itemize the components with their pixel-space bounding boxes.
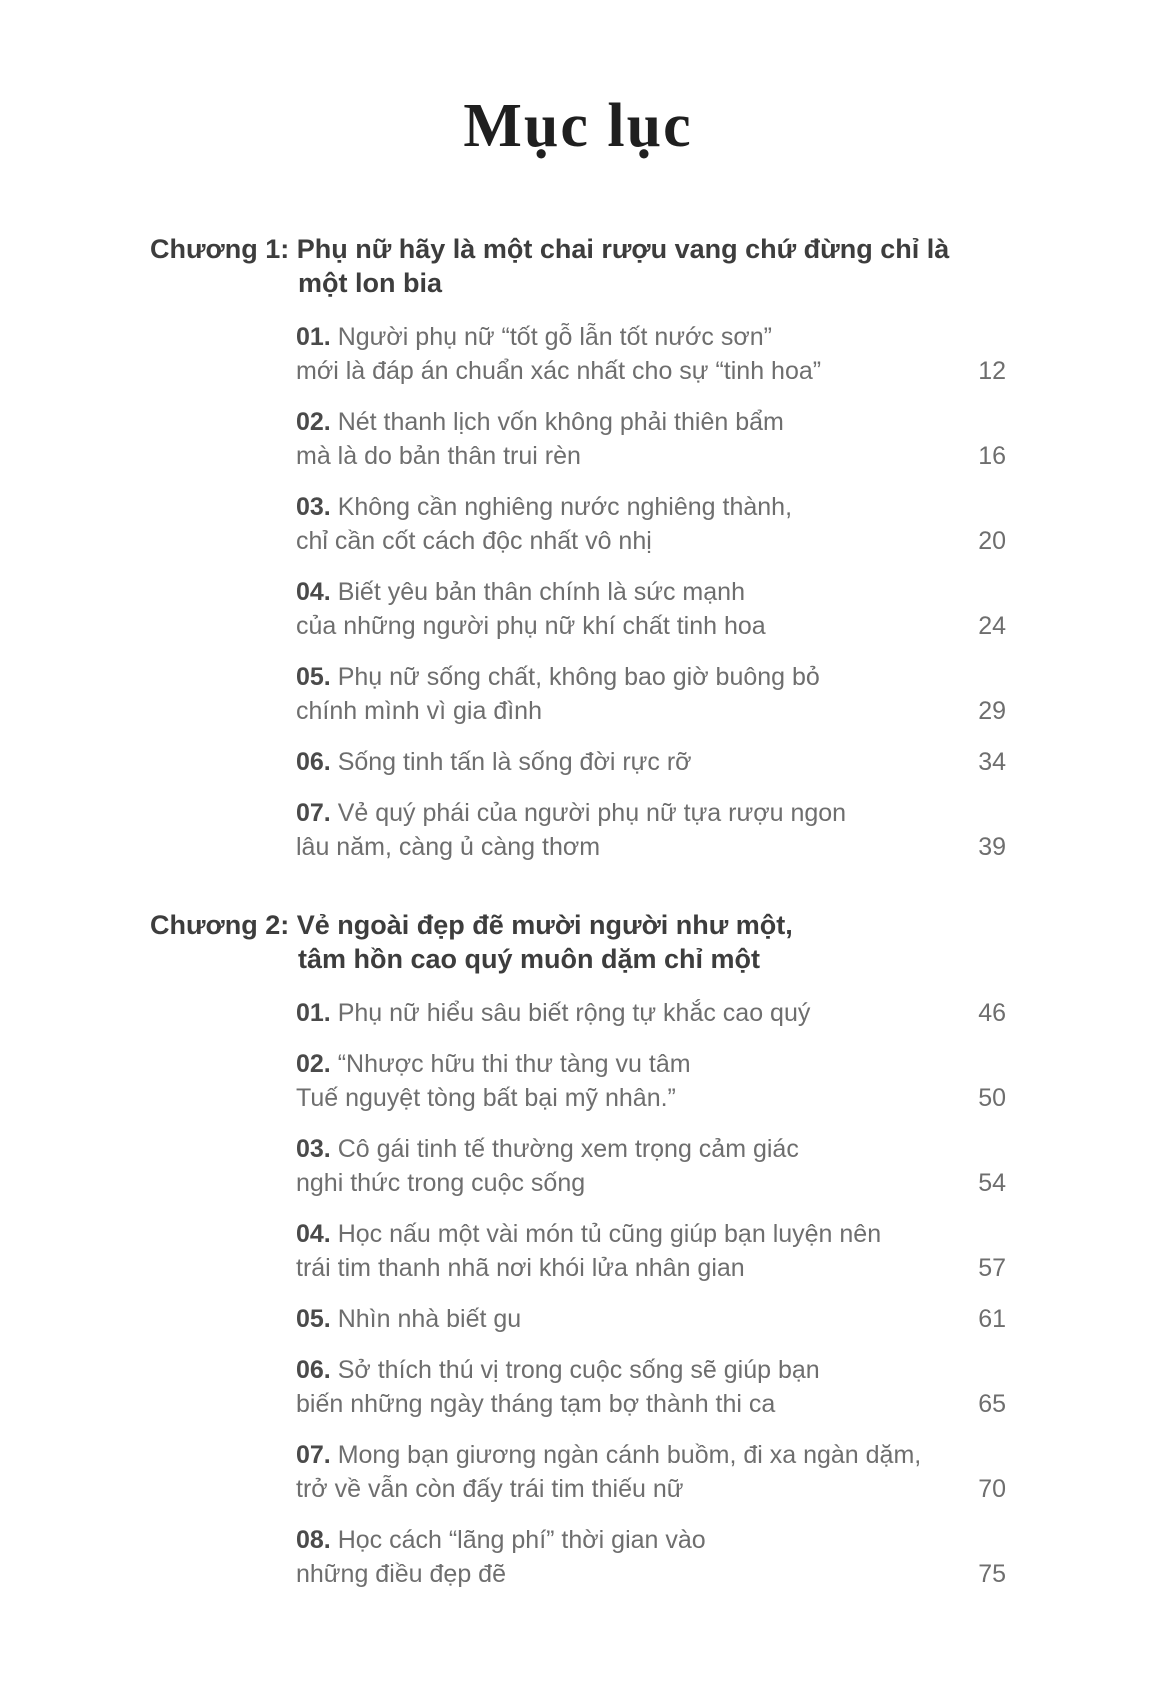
toc-entry (296, 490, 1006, 558)
entry-line: 03. Cô gái tinh tế thường xem trọng cảm giác (296, 1135, 799, 1164)
entry-line: chính mình vì gia đình (296, 697, 542, 726)
entry-number: 02. (296, 408, 338, 437)
entry-page-number: 24 (978, 612, 1006, 641)
entry-line: mới là đáp án chuẩn xác nhất cho sự “tinh hoa” (296, 357, 822, 386)
toc-entry (296, 1523, 1006, 1591)
toc-entry (296, 1438, 1006, 1506)
toc-entry (296, 320, 1006, 388)
entry-text (296, 1217, 958, 1285)
entry-text (296, 1047, 958, 1115)
chapter-heading-line: Chương 1: Phụ nữ hãy là một chai rượu vang chứ đừng chỉ là (150, 234, 950, 265)
entry-number: 08. (296, 1526, 338, 1555)
entry-line: trở về vẫn còn đấy trái tim thiếu nữ (296, 1475, 684, 1504)
entry-page-number: 70 (978, 1475, 1006, 1504)
entry-page-number: 75 (978, 1560, 1006, 1589)
entry-text (296, 1523, 958, 1591)
entry-text (296, 1302, 958, 1336)
toc-entry (296, 745, 1006, 779)
entry-number: 04. (296, 578, 338, 607)
entry-line: 07. Vẻ quý phái của người phụ nữ tựa rượu ngon (296, 799, 847, 828)
entry-page-number: 50 (978, 1084, 1006, 1113)
entry-line: lâu năm, càng ủ càng thơm (296, 833, 601, 862)
toc-entry (296, 796, 1006, 864)
chapter-heading (150, 908, 1006, 976)
entry-number: 01. (296, 999, 338, 1028)
chapter-entries (150, 996, 1006, 1591)
entry-line: 05. Nhìn nhà biết gu (296, 1305, 522, 1334)
entry-number: 06. (296, 748, 338, 777)
entry-number: 05. (296, 1305, 338, 1334)
toc-entry (296, 996, 1006, 1030)
chapters-container (150, 232, 1006, 1591)
page-title: Mục lục (463, 92, 693, 160)
entry-line: 01. Người phụ nữ “tốt gỗ lẫn tốt nước sơn” (296, 323, 773, 352)
entry-line: 07. Mong bạn giương ngàn cánh buồm, đi xa ngàn dặm, (296, 1441, 922, 1470)
chapter-section-1 (150, 232, 1006, 864)
entry-number: 05. (296, 663, 338, 692)
entry-number: 03. (296, 1135, 338, 1164)
entry-line: những điều đẹp đẽ (296, 1560, 506, 1589)
chapter-section-2 (150, 908, 1006, 1591)
toc-entry (296, 405, 1006, 473)
entry-page-number: 57 (978, 1254, 1006, 1283)
entry-text (296, 1438, 958, 1506)
entry-number: 02. (296, 1050, 338, 1079)
entry-text (296, 1353, 958, 1421)
entry-number: 07. (296, 1441, 338, 1470)
entry-line: mà là do bản thân trui rèn (296, 442, 581, 471)
entry-line: 02. Nét thanh lịch vốn không phải thiên bẩm (296, 408, 784, 437)
entry-page-number: 54 (978, 1169, 1006, 1198)
entry-page-number: 16 (978, 442, 1006, 471)
entry-number: 01. (296, 323, 338, 352)
entry-line: 06. Sống tinh tấn là sống đời rực rỡ (296, 748, 692, 777)
entry-page-number: 39 (978, 833, 1006, 862)
entry-line: 04. Học nấu một vài món tủ cũng giúp bạn luyện nên (296, 1220, 882, 1249)
entry-line: 08. Học cách “lãng phí” thời gian vào (296, 1526, 706, 1555)
entry-number: 04. (296, 1220, 338, 1249)
entry-text (296, 796, 958, 864)
chapter-heading (150, 232, 1006, 300)
toc-entry (296, 575, 1006, 643)
entry-text (296, 996, 958, 1030)
toc-entry (296, 1302, 1006, 1336)
entry-page-number: 29 (978, 697, 1006, 726)
entry-text (296, 745, 958, 779)
entry-page-number: 34 (978, 748, 1006, 777)
entry-page-number: 46 (978, 999, 1006, 1028)
entry-text (296, 660, 958, 728)
chapter-heading-line: một lon bia (298, 268, 442, 299)
toc-entry (296, 1132, 1006, 1200)
entry-line: 03. Không cần nghiêng nước nghiêng thành, (296, 493, 793, 522)
entry-text (296, 575, 958, 643)
toc-entry (296, 1047, 1006, 1115)
entry-text (296, 1132, 958, 1200)
entry-line: 04. Biết yêu bản thân chính là sức mạnh (296, 578, 745, 607)
entry-line: của những người phụ nữ khí chất tinh hoa (296, 612, 766, 641)
chapter-heading-line: Chương 2: Vẻ ngoài đẹp đẽ mười người như một, (150, 910, 793, 941)
entry-page-number: 12 (978, 357, 1006, 386)
entry-line: 06. Sở thích thú vị trong cuộc sống sẽ giúp bạn (296, 1356, 820, 1385)
toc-entry (296, 1353, 1006, 1421)
entry-line: chỉ cần cốt cách độc nhất vô nhị (296, 527, 652, 556)
chapter-heading-line: tâm hồn cao quý muôn dặm chỉ một (298, 944, 761, 975)
entry-page-number: 61 (978, 1305, 1006, 1334)
entry-text (296, 490, 958, 558)
entry-number: 06. (296, 1356, 338, 1385)
toc-entry (296, 1217, 1006, 1285)
entry-number: 07. (296, 799, 338, 828)
entry-line: trái tim thanh nhã nơi khói lửa nhân gian (296, 1254, 745, 1283)
entry-line: nghi thức trong cuộc sống (296, 1169, 586, 1198)
toc-entry (296, 660, 1006, 728)
entry-page-number: 65 (978, 1390, 1006, 1419)
entry-line: 01. Phụ nữ hiểu sâu biết rộng tự khắc cao quý (296, 999, 811, 1028)
entry-line: biến những ngày tháng tạm bợ thành thi ca (296, 1390, 776, 1419)
chapter-entries (150, 320, 1006, 864)
entry-text (296, 405, 958, 473)
entry-line: Tuế nguyệt tòng bất bại mỹ nhân.” (296, 1084, 676, 1113)
entry-number: 03. (296, 493, 338, 522)
entry-line: 02. “Nhược hữu thi thư tàng vu tâm (296, 1050, 691, 1079)
entry-page-number: 20 (978, 527, 1006, 556)
entry-line: 05. Phụ nữ sống chất, không bao giờ buông bỏ (296, 663, 820, 692)
entry-text (296, 320, 958, 388)
